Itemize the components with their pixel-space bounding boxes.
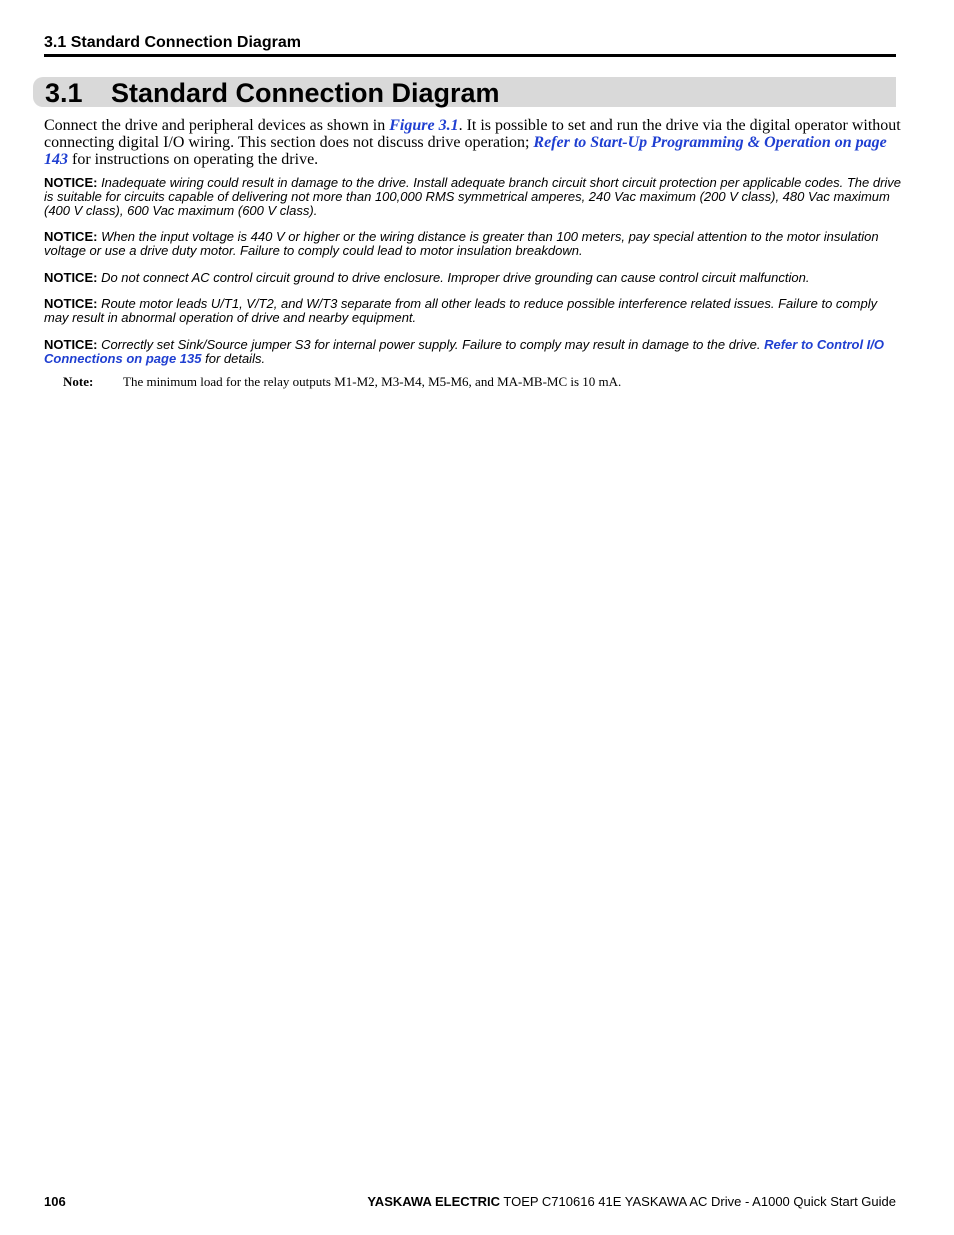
notice-wiring bbox=[44, 176, 904, 218]
note-label: Note: bbox=[63, 374, 94, 389]
notice-ground bbox=[44, 271, 904, 285]
notice-label: NOTICE: bbox=[44, 229, 98, 244]
note-text: The minimum load for the relay outputs M1-M2, M3-M4, M5-M6, and MA-MB-MC is 10 mA. bbox=[123, 374, 622, 389]
startup-programming-link[interactable]: Refer to Start-Up Programming & Operation on page 143 bbox=[44, 134, 887, 168]
notice-sink-source bbox=[44, 338, 904, 366]
notice-label: NOTICE: bbox=[44, 270, 98, 285]
section-number: 3.1 bbox=[45, 78, 83, 108]
section-title bbox=[45, 77, 500, 109]
notice-text: Inadequate wiring could result in damage to the drive. Install adequate branch circuit short circuit protection per applicable codes. The drive is suitable for circuits capable of delivering not more than 100,000 RMS symmetrical amperes, 240 Vac maximum (200 V class), 480 Vac maximum (400 V class), 600 Vac maximum (600 V class). bbox=[44, 175, 902, 218]
page-number: 106 bbox=[44, 1194, 66, 1209]
notice-label: NOTICE: bbox=[44, 296, 98, 311]
intro-paragraph bbox=[44, 117, 904, 168]
notice-motor-leads bbox=[44, 297, 904, 325]
intro-text-3: for instructions on operating the drive. bbox=[68, 151, 319, 168]
intro-text-2: . It is possible to set and run the drive via the digital operator without connecting digital I/O wiring. This section does not discuss drive operation; bbox=[44, 117, 901, 151]
section-title-text: Standard Connection Diagram bbox=[111, 78, 500, 108]
notice-label: NOTICE: bbox=[44, 175, 98, 190]
notice-text: When the input voltage is 440 V or higher or the wiring distance is greater than 100 meters, pay special attention to the motor insulation voltage or use a drive duty motor. Failure to comply could lead to motor insulation breakdown. bbox=[44, 229, 879, 258]
section-heading-bar bbox=[33, 77, 896, 107]
footer-doc-info bbox=[367, 1194, 896, 1209]
control-io-link[interactable]: Refer to Control I/O Connections on page 135 bbox=[44, 337, 884, 366]
figure-link[interactable]: Figure 3.1 bbox=[389, 117, 459, 134]
running-head: 3.1 Standard Connection Diagram bbox=[44, 33, 896, 57]
footer-doc-title: TOEP C710616 41E YASKAWA AC Drive - A1000 Quick Start Guide bbox=[500, 1194, 896, 1209]
footer-brand: YASKAWA ELECTRIC bbox=[367, 1194, 500, 1209]
notice-text: Correctly set Sink/Source jumper S3 for internal power supply. Failure to comply may result in damage to the drive. bbox=[97, 337, 765, 352]
notice-input-voltage bbox=[44, 230, 904, 258]
intro-text-1: Connect the drive and peripheral devices as shown in bbox=[44, 117, 390, 134]
notice-text: Route motor leads U/T1, V/T2, and W/T3 separate from all other leads to reduce possible interference related issues. Failure to comply may result in abnormal operation of drive and nearby equipment. bbox=[44, 296, 878, 325]
notice-text: Do not connect AC control circuit ground to drive enclosure. Improper drive grounding can cause control circuit malfunction. bbox=[97, 270, 810, 285]
notice-tail: for details. bbox=[201, 351, 266, 366]
notice-label: NOTICE: bbox=[44, 337, 98, 352]
